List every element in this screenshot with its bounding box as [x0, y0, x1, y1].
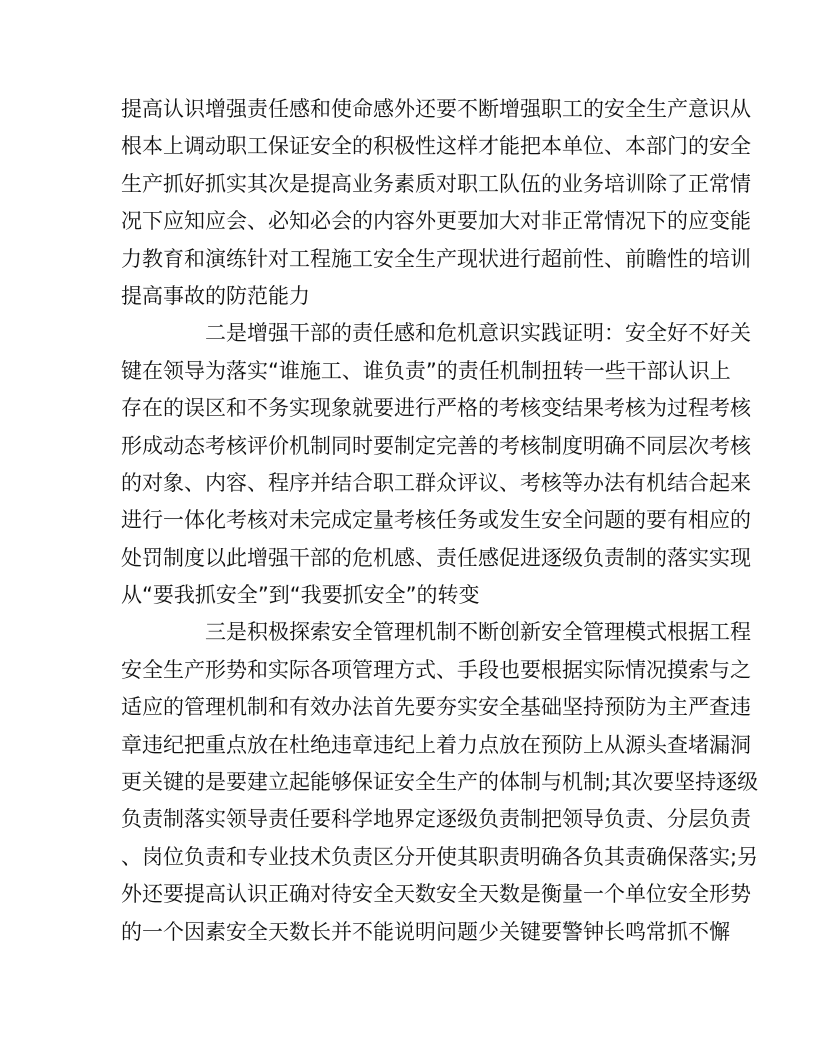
text-line: 、岗位负责和专业技术负责区分开使其职责明确各负其责确保落实;另: [121, 844, 759, 869]
text-line: 的对象、内容、程序并结合职工群众评议、考核等办法有机结合起来: [121, 470, 751, 495]
text-line: 的一个因素安全天数长并不能说明问题少关键要警钟长鸣常抓不懈: [121, 919, 730, 944]
text-line: 提高事故的防范能力: [121, 283, 310, 308]
text-line: 力教育和演练针对工程施工安全生产现状进行超前性、前瞻性的培训: [121, 246, 751, 271]
text-line: 从“要我抓安全”到“我要抓安全”的转变: [121, 583, 480, 608]
text-line: 根本上调动职工保证安全的积极性这样才能把本单位、本部门的安全: [121, 134, 751, 159]
text-line: 负责制落实领导责任要科学地界定逐级负责制把领导负责、分层负责: [121, 807, 751, 832]
text-line: 安全生产形势和实际各项管理方式、手段也要根据实际情况摸索与之: [121, 657, 751, 682]
text-line: 况下应知应会、必知必会的内容外更要加大对非正常情况下的应变能: [121, 209, 751, 234]
text-line: 适应的管理机制和有效办法首先要夯实安全基础坚持预防为主严查违: [121, 695, 751, 720]
text-line: 形成动态考核评价机制同时要制定完善的考核制度明确不同层次考核: [121, 433, 751, 458]
text-line: 二是增强干部的责任感和危机意识实践证明：安全好不好关: [205, 321, 751, 346]
text-line: 提高认识增强责任感和使命感外还要不断增强职工的安全生产意识从: [121, 97, 751, 121]
text-line: 外还要提高认识正确对待安全天数安全天数是衡量一个单位安全形势: [121, 882, 751, 907]
document-body: [121, 91, 759, 951]
text-line: 生产抓好抓实其次是提高业务素质对职工队伍的业务培训除了正常情: [121, 171, 751, 196]
text-line: 键在领导为落实“谁施工、谁负责”的责任机制扭转一些干部认识上: [121, 358, 731, 383]
paragraph: [121, 614, 759, 951]
text-line: 更关键的是要建立起能够保证安全生产的体制与机制;其次要坚持逐级: [121, 770, 759, 795]
text-line: 章违纪把重点放在杜绝违章违纪上着力点放在预防上从源头查堵漏洞: [121, 732, 751, 757]
text-line: 进行一体化考核对未完成定量考核任务或发生安全问题的要有相应的: [121, 508, 751, 533]
text-line: 存在的误区和不务实现象就要进行严格的考核变结果考核为过程考核: [121, 396, 751, 421]
text-line: 处罚制度以此增强干部的危机感、责任感促进逐级负责制的落实实现: [121, 545, 751, 570]
text-line: 三是积极探索安全管理机制不断创新安全管理模式根据工程: [205, 620, 751, 645]
paragraph: [121, 91, 751, 315]
paragraph: [121, 315, 751, 614]
